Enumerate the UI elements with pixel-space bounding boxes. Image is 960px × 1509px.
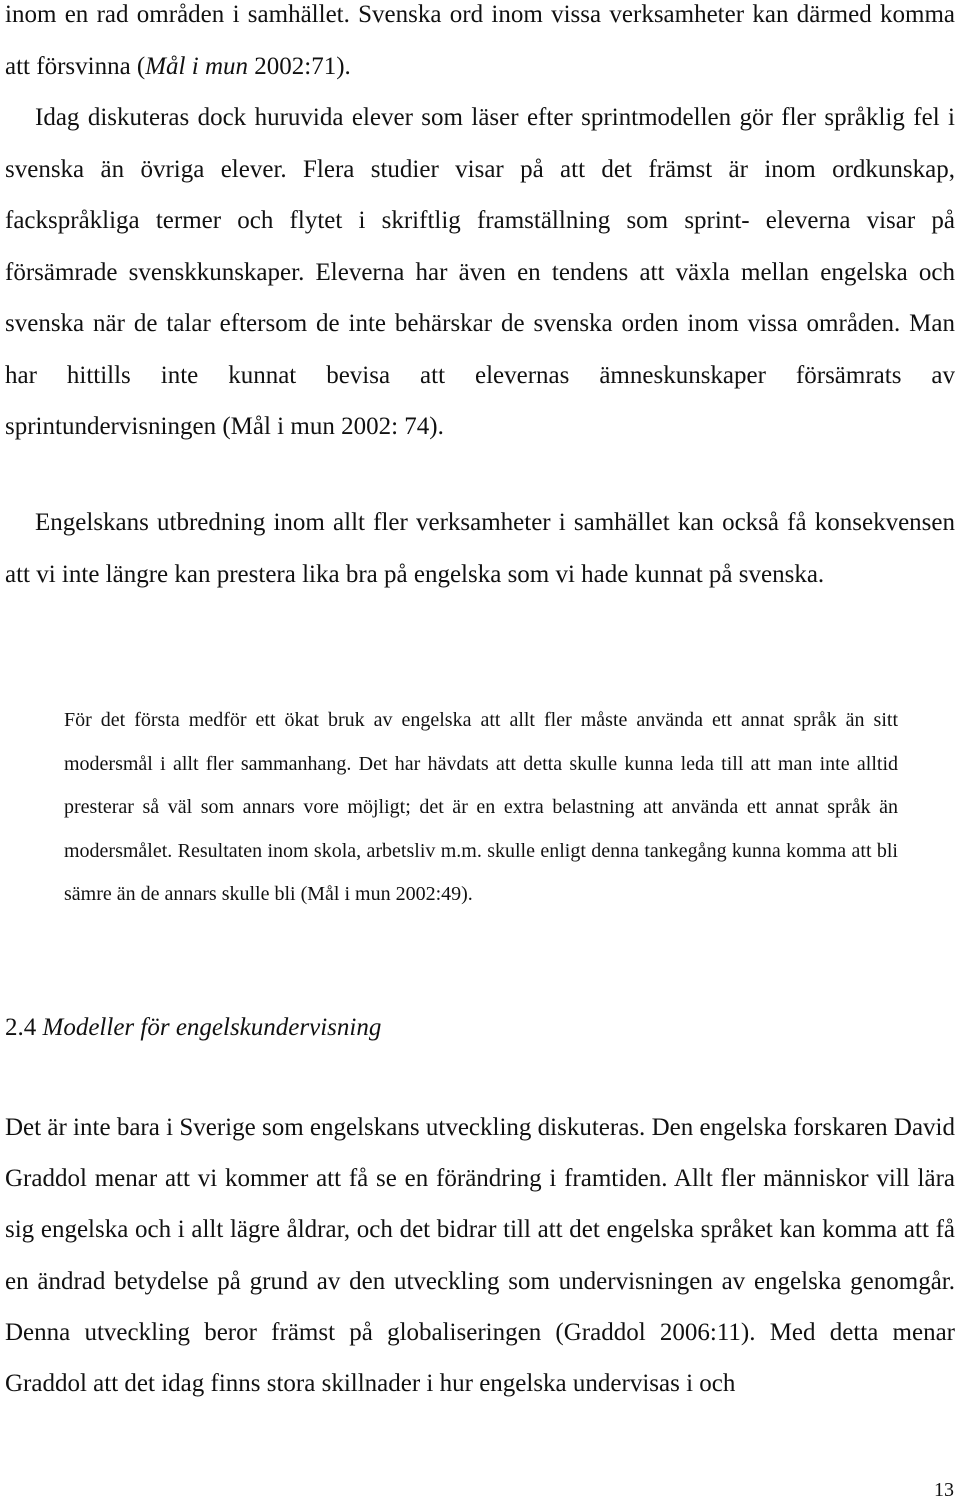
section-title: Modeller för engelskundervisning (36, 1014, 382, 1041)
paragraph-engelskans-utbredning: Engelskans utbredning inom allt fler verksamheter i samhället kan också få konsekvensen att vi inte längre kan prestera lika bra på engelska som vi hade kunnat på svenska. (5, 509, 955, 588)
block-quote: För det första medför ett ökat bruk av engelska att allt fler måste använda ett annat språk än sitt modersmål i allt fler sammanhang. Det har hävdats att detta skulle kunna leda till att man inte alltid presterar så väl som annars vore möjligt; det är en extra belastning att använda ett annat språk än modersmålet. Resultaten inom skola, arbetsliv m.m. skulle enligt denna tankegång kunna komma att bli sämre än de annars skulle bli (Mål i mun 2002:49). (64, 709, 898, 905)
paragraph-text-end: 2002:71). (248, 52, 351, 80)
paragraph-continuation (5, 0, 955, 453)
citation-italic: Mål i mun (145, 52, 249, 80)
section-heading (5, 1008, 381, 1048)
section-number: 2.4 (5, 1014, 37, 1041)
paragraph-graddol: Det är inte bara i Sverige som engelskans utveckling diskuteras. Den engelska forskaren David Graddol menar att vi kommer att få se en förändring i framtiden. Allt fler människor vill lära sig engelska och i allt lägre åldrar, och det bidrar till att det engelska språket kan komma att få en ändrad betydelse på grund av den utveckling som undervisningen av engelska genomgår. Denna utveckling beror främst på globaliseringen (Graddol 2006:11). Med detta menar Graddol att det idag finns stora skillnader i hur engelska undervisas i och (5, 1114, 955, 1398)
paragraph-text: inom en rad områden i samhället. Svenska ord inom vissa verksamheter kan därmed komma att försvinna ( (5, 1, 955, 80)
page-number: 13 (934, 1479, 954, 1501)
paragraph-sprint-elever: Idag diskuteras dock huruvida elever som läser efter sprintmodellen gör fler språklig fel i svenska än övriga elever. Flera studier visar på att det främst är inom ordkunskap, fackspråkliga termer och flytet i skriftlig framställning som sprint- eleverna visar på försämrade svenskkunskaper. Eleverna har även en tendens att växla mellan engelska och svenska när de talar eftersom de inte behärskar de svenska orden inom vissa områden. Man har hittills inte kunnat bevisa att elevernas ämneskunskaper försämrats av sprintundervisningen (Mål i mun 2002: 74). (5, 104, 955, 440)
